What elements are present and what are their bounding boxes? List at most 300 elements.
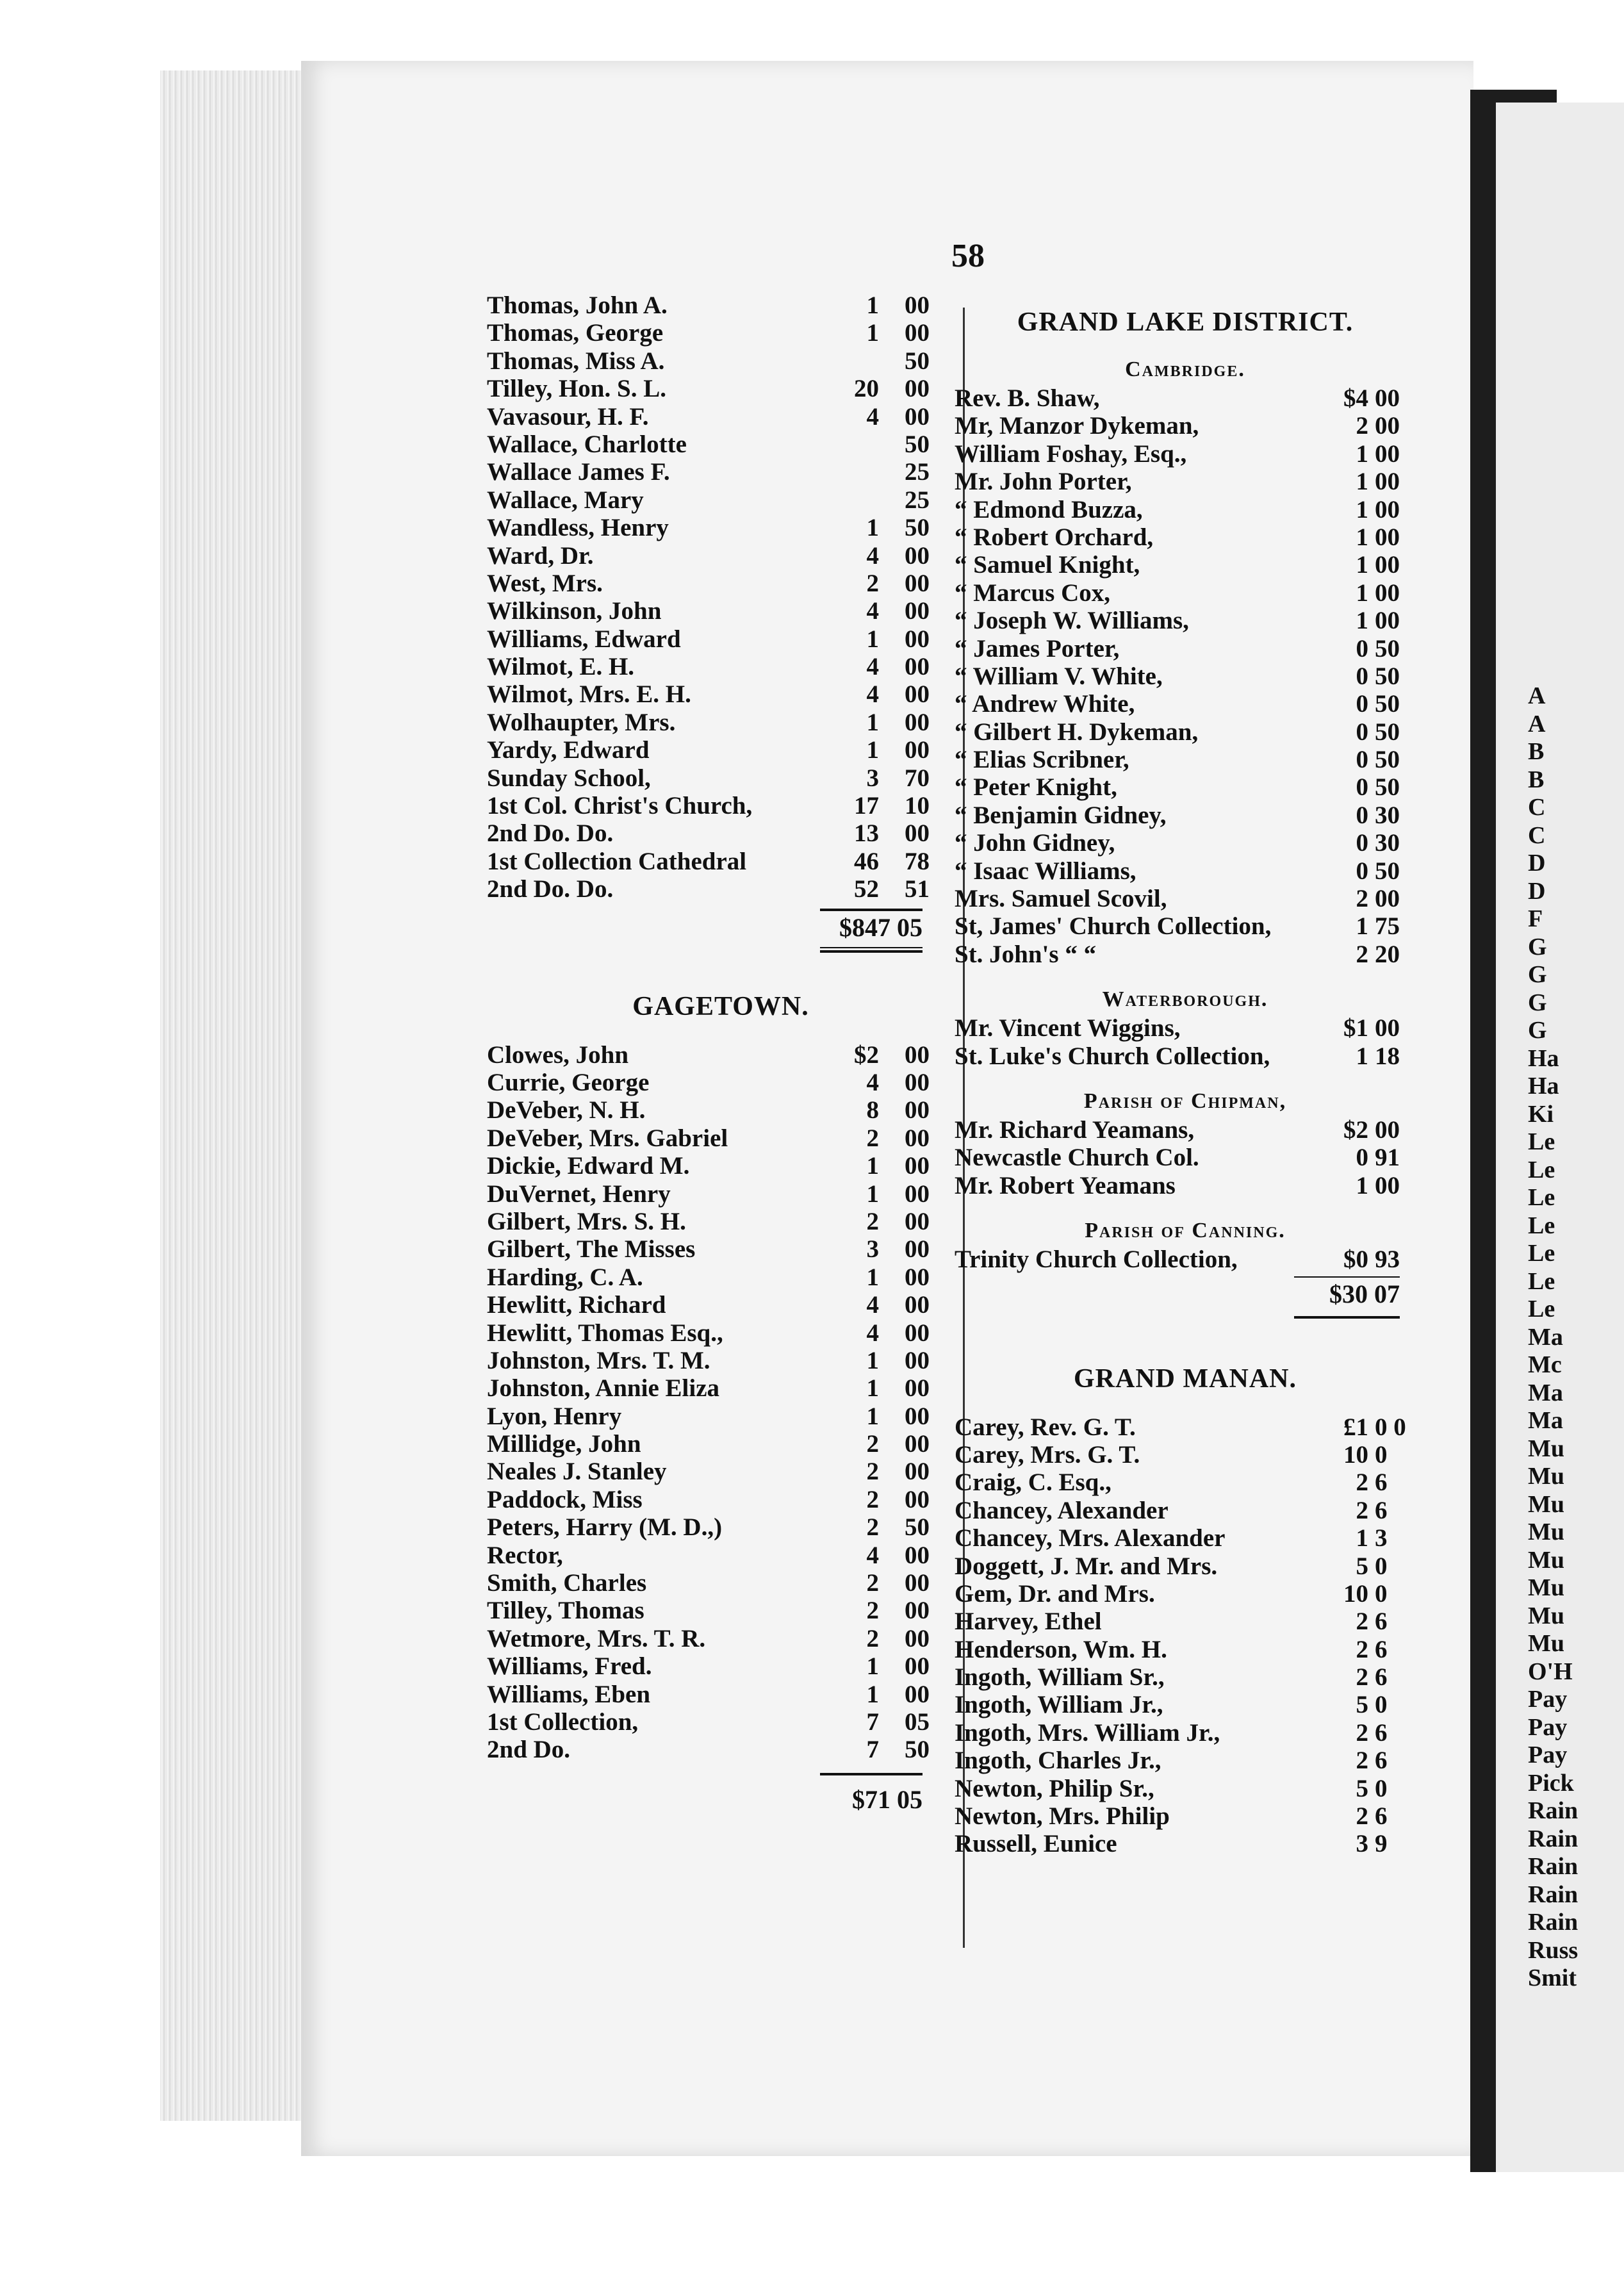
subscriber-name: Wilkinson, John: [487, 597, 662, 625]
amount-major: 2: [1356, 885, 1368, 913]
amount-minor: 00: [1375, 495, 1400, 523]
adjacent-page-fragment: C: [1528, 821, 1546, 849]
list-item: [955, 384, 1416, 412]
adjacent-page-fragment: Rain: [1528, 1881, 1579, 1908]
amount-minor: 00: [905, 1291, 930, 1319]
amount-minor: 00: [905, 597, 930, 625]
subscriber-name: Williams, Edward: [487, 625, 681, 653]
amount-major: 1: [866, 514, 879, 542]
list-item: [487, 1597, 955, 1624]
amount-major: 13: [854, 819, 879, 848]
list-item: [955, 1116, 1416, 1144]
amount-major: 2: [1356, 412, 1368, 440]
amount-major: 1: [1356, 523, 1368, 551]
list-item: [487, 625, 955, 653]
list-item: [487, 1347, 955, 1374]
amount-minor: 50: [905, 1513, 930, 1542]
adjacent-page-fragment: D: [1528, 850, 1546, 877]
amount-major: 4: [866, 680, 879, 709]
subscriber-name: Trinity Church Collection,: [955, 1246, 1238, 1274]
amount-major: 0: [1356, 857, 1368, 885]
subscriber-name: Hewlitt, Thomas Esq.,: [487, 1319, 723, 1347]
list-item: [955, 468, 1416, 495]
amount-major: 1: [1356, 1042, 1368, 1070]
list-item: [487, 1374, 955, 1402]
adjacent-page-fragment: Le: [1528, 1240, 1555, 1267]
total-rule: [820, 947, 923, 948]
subscriber-name: Harding, C. A.: [487, 1263, 643, 1291]
amount-minor: 00: [1375, 523, 1400, 551]
amount-major: 7: [866, 1736, 879, 1764]
subscriber-name: West, Mrs.: [487, 569, 603, 597]
section-heading-grand-lake: GRAND LAKE DISTRICT.: [1017, 308, 1354, 337]
list-item: [955, 1172, 1416, 1199]
subscriber-name: Thomas, George: [487, 319, 664, 347]
list-item: [955, 551, 1416, 579]
amount-major: 0: [1356, 634, 1368, 663]
list-item: [955, 773, 1416, 801]
subscriber-name: St. Luke's Church Collection,: [955, 1042, 1270, 1070]
list-item: [487, 1291, 955, 1319]
list-item: [487, 1681, 955, 1708]
list-item: [955, 523, 1416, 551]
subscriber-list: [487, 292, 955, 903]
amount-minor: 51: [905, 875, 930, 903]
page-number: 58: [951, 238, 985, 274]
amount-minor: 30: [1375, 801, 1400, 829]
subscriber-name: “ Gilbert H. Dykeman,: [955, 718, 1199, 746]
subscriber-name: Rector,: [487, 1541, 563, 1569]
subscriber-name: Newcastle Church Col.: [955, 1144, 1199, 1172]
amount-major: 1: [866, 708, 879, 736]
adjacent-page-fragment: Mu: [1528, 1435, 1564, 1462]
amount-major: 4: [866, 1291, 879, 1319]
amount-major: $4: [1343, 384, 1368, 412]
amount-minor: 00: [905, 292, 930, 319]
subscriber-name: Wetmore, Mrs. T. R.: [487, 1624, 706, 1652]
list-item: [487, 709, 955, 736]
list-item: [955, 802, 1416, 829]
subscriber-name: Lyon, Henry: [487, 1402, 622, 1430]
adjacent-page-fragment: Le: [1528, 1184, 1555, 1211]
amount-minor: 00: [1375, 440, 1400, 468]
subscriber-name: “ Samuel Knight,: [955, 551, 1140, 579]
amount-major: 10: [1343, 1440, 1368, 1469]
amount-minor: 30: [1375, 829, 1400, 857]
left-total: [820, 911, 923, 944]
amount-major: 1: [866, 736, 879, 764]
list-item: [487, 736, 955, 764]
adjacent-page-fragment: Mu: [1528, 1630, 1564, 1657]
amount-minor: 0: [1375, 1579, 1388, 1608]
amount-major: 5: [1356, 1774, 1368, 1802]
amount-minor: 00: [905, 1346, 930, 1374]
list-item: [955, 1636, 1416, 1663]
subscriber-name: “ James Porter,: [955, 634, 1120, 663]
amount-minor: 50: [1375, 773, 1400, 802]
amount-minor: 00: [905, 1485, 930, 1513]
amount-major: 1: [866, 1346, 879, 1374]
list-item: [955, 496, 1416, 523]
amount-major: 0: [1356, 690, 1368, 718]
subscriber-name: Doggett, J. Mr. and Mrs.: [955, 1552, 1218, 1580]
amount-minor: 00: [905, 653, 930, 681]
amount-minor: 50: [1375, 718, 1400, 746]
adjacent-page-fragment: D: [1528, 877, 1546, 905]
subscriber-name: Dickie, Edward M.: [487, 1152, 690, 1180]
subscriber-name: Johnston, Annie Eliza: [487, 1374, 720, 1403]
subscriber-name: Wallace, Mary: [487, 486, 644, 514]
amount-major: 1: [1356, 440, 1368, 468]
subscriber-name: DeVeber, N. H.: [487, 1096, 646, 1124]
adjacent-page-fragment: B: [1528, 738, 1545, 765]
adjacent-page-fragment: Mu: [1528, 1574, 1564, 1601]
list-item: [955, 1246, 1416, 1273]
amount-minor: 10: [905, 792, 930, 820]
adjacent-page: [1470, 90, 1579, 2172]
grand-manan-list: [955, 1413, 1416, 1858]
list-item: [487, 597, 955, 625]
subscriber-name: Neales J. Stanley: [487, 1458, 667, 1486]
amount-major: 1: [1356, 912, 1368, 941]
amount-major: 8: [866, 1096, 879, 1124]
amount-minor: 00: [905, 1680, 930, 1708]
subscriber-name: 2nd Do. Do.: [487, 819, 614, 848]
list-item: [487, 764, 955, 792]
subscriber-name: Wilmot, E. H.: [487, 653, 635, 681]
gagetown-total: [820, 1783, 923, 1816]
chipman-list: [955, 1116, 1416, 1199]
amount-major: 1: [866, 1402, 879, 1430]
amount-minor: 00: [905, 402, 930, 431]
amount-major: 1: [866, 1374, 879, 1403]
amount-minor: 50: [1375, 857, 1400, 885]
list-item: [487, 1513, 955, 1541]
list-item: [487, 1430, 955, 1458]
amount-major: 2: [1356, 1496, 1368, 1524]
amount-minor: 00: [905, 1458, 930, 1486]
total-value: $71 05: [852, 1784, 923, 1814]
adjacent-page-fragment: A: [1528, 682, 1546, 709]
list-item: [955, 690, 1416, 718]
amount-minor: 6: [1375, 1608, 1388, 1636]
adjacent-page-fragment: O'H: [1528, 1658, 1573, 1685]
subscriber-name: 1st Collection Cathedral: [487, 847, 747, 875]
amount-major: 1: [1356, 468, 1368, 496]
list-item: [955, 912, 1416, 940]
list-item: [487, 431, 955, 458]
adjacent-page-fragment: G: [1528, 1017, 1547, 1044]
amount-minor: 00: [905, 1235, 930, 1264]
amount-major: 1: [1356, 495, 1368, 523]
list-item: [955, 607, 1416, 634]
amount-major: 1: [866, 1263, 879, 1291]
amount-minor: 00: [1375, 1171, 1400, 1199]
amount-major: 0: [1356, 746, 1368, 774]
list-item: [955, 412, 1416, 440]
amount-minor: 0: [1375, 1774, 1388, 1802]
amount-minor: 00: [905, 1319, 930, 1347]
list-item: [487, 1264, 955, 1291]
list-item: [955, 1580, 1416, 1608]
section-heading-grand-manan: GRAND MANAN.: [1074, 1363, 1297, 1394]
amount-major: 3: [866, 764, 879, 792]
section-heading-gagetown: GAGETOWN.: [632, 991, 809, 1021]
subscriber-name: Ingoth, William Sr.,: [955, 1663, 1165, 1692]
amount-minor: 00: [905, 819, 930, 848]
amount-minor: 6: [1375, 1663, 1388, 1692]
amount-major: 52: [854, 875, 879, 903]
amount-minor: 20: [1375, 940, 1400, 968]
amount-minor: 00: [905, 1263, 930, 1291]
adjacent-page-fragment: Mu: [1528, 1546, 1564, 1574]
amount-minor: 00: [905, 1402, 930, 1430]
list-item: [955, 885, 1416, 912]
subscriber-name: Mr. John Porter,: [955, 468, 1132, 496]
list-item: [487, 1625, 955, 1652]
adjacent-page-fragment: Le: [1528, 1212, 1555, 1239]
amount-major: $0: [1343, 1246, 1368, 1274]
subscriber-name: Williams, Fred.: [487, 1652, 652, 1681]
amount-minor: 00: [905, 1041, 930, 1069]
amount-major: 20: [854, 375, 879, 403]
adjacent-page-fragment: G: [1528, 933, 1547, 960]
district-total: [1294, 1278, 1400, 1311]
adjacent-page-fragment: Pay: [1528, 1713, 1568, 1741]
list-item: [487, 1403, 955, 1430]
book-page-edges: [160, 70, 308, 2121]
subscriber-name: 2nd Do.: [487, 1736, 571, 1764]
list-item: [955, 1524, 1416, 1552]
adjacent-page-paper: [1496, 103, 1624, 2172]
canning-list: [955, 1246, 1416, 1273]
list-item: [955, 663, 1416, 690]
cambridge-list: [955, 384, 1416, 968]
amount-major: 0: [1356, 662, 1368, 690]
adjacent-page-fragment: Le: [1528, 1128, 1555, 1155]
amount-minor: 00: [905, 1152, 930, 1180]
list-item: [487, 1041, 955, 1069]
amount-major: 2: [1356, 1802, 1368, 1831]
subscriber-name: Sunday School,: [487, 764, 651, 792]
amount-major: 1: [1356, 579, 1368, 607]
amount-minor: 00: [905, 1207, 930, 1235]
amount-major: 5: [1356, 1552, 1368, 1580]
amount-minor: 00: [905, 1430, 930, 1458]
list-item: [955, 1144, 1416, 1171]
amount-minor: 3: [1375, 1524, 1388, 1552]
adjacent-page-fragment: Russ: [1528, 1936, 1579, 1964]
sub-heading-chipman: Parish of Chipman,: [1083, 1089, 1287, 1113]
total-value: $847 05: [839, 912, 923, 942]
amount-minor: 00: [1375, 384, 1400, 412]
adjacent-page-fragment: Le: [1528, 1267, 1555, 1295]
amount-major: 0: [1356, 801, 1368, 829]
amount-minor: 50: [905, 430, 930, 458]
amount-minor: 6: [1375, 1718, 1388, 1747]
amount-major: 2: [866, 1458, 879, 1486]
subscriber-name: “ Elias Scribner,: [955, 746, 1129, 774]
subscriber-name: St, James' Church Collection,: [955, 912, 1272, 941]
amount-major: 1: [1356, 551, 1368, 579]
amount-minor: 18: [1375, 1042, 1400, 1070]
subscriber-name: Johnston, Mrs. T. M.: [487, 1346, 710, 1374]
amount-major: 4: [866, 402, 879, 431]
list-item: [487, 1486, 955, 1513]
amount-minor: 78: [905, 847, 930, 875]
list-item: [487, 375, 955, 402]
subscriber-name: Ingoth, William Jr.,: [955, 1691, 1163, 1719]
amount-major: 1: [1356, 607, 1368, 635]
list-item: [487, 848, 955, 875]
amount-minor: 6: [1375, 1802, 1388, 1831]
subscriber-name: Gilbert, The Misses: [487, 1235, 696, 1264]
amount-minor: 50: [1375, 746, 1400, 774]
amount-minor: 50: [905, 514, 930, 542]
amount-minor: 0 0: [1375, 1413, 1406, 1441]
amount-major: 0: [1356, 1144, 1368, 1172]
gagetown-total-block: [820, 1773, 923, 1816]
list-item: [487, 1096, 955, 1124]
list-item: [487, 292, 955, 319]
amount-major: 1: [1356, 1524, 1368, 1552]
list-item: [487, 319, 955, 347]
adjacent-page-fragment: Rain: [1528, 1797, 1579, 1824]
amount-minor: 00: [905, 541, 930, 570]
amount-minor: 00: [905, 1180, 930, 1208]
amount-minor: 00: [1375, 1116, 1400, 1144]
gagetown-list: [487, 1041, 955, 1764]
list-item: [955, 1608, 1416, 1635]
amount-minor: 05: [905, 1708, 930, 1736]
list-item: [487, 347, 955, 375]
list-item: [487, 653, 955, 680]
amount-minor: 50: [1375, 690, 1400, 718]
list-item: [955, 1691, 1416, 1718]
amount-major: 2: [866, 1569, 879, 1597]
adjacent-page-fragment: Pick: [1528, 1769, 1574, 1797]
amount-major: 2: [1356, 1718, 1368, 1747]
amount-minor: 93: [1375, 1246, 1400, 1274]
amount-major: 0: [1356, 718, 1368, 746]
adjacent-page-fragments: [1528, 682, 1578, 1993]
amount-minor: 00: [905, 1624, 930, 1652]
amount-minor: 00: [905, 1652, 930, 1681]
amount-major: 17: [854, 792, 879, 820]
adjacent-page-fragment: Mc: [1528, 1351, 1562, 1378]
amount-major: 2: [1356, 1663, 1368, 1692]
amount-minor: 6: [1375, 1496, 1388, 1524]
subscriber-name: Currie, George: [487, 1068, 650, 1096]
subscriber-name: Thomas, John A.: [487, 292, 668, 319]
amount-minor: 00: [905, 1124, 930, 1152]
amount-major: $2: [1343, 1116, 1368, 1144]
amount-major: 4: [866, 653, 879, 681]
amount-major: $2: [854, 1041, 879, 1069]
adjacent-page-fragment: Ha: [1528, 1073, 1559, 1099]
subscriber-name: Henderson, Wm. H.: [955, 1635, 1167, 1663]
subscriber-name: Carey, Rev. G. T.: [955, 1413, 1136, 1441]
subscriber-name: Peters, Harry (M. D.,): [487, 1513, 723, 1542]
amount-major: 2: [866, 1430, 879, 1458]
amount-major: 10: [1343, 1579, 1368, 1608]
list-item: [955, 1552, 1416, 1580]
subscriber-name: Craig, C. Esq.,: [955, 1469, 1111, 1497]
sub-heading-canning: Parish of Canning.: [1085, 1219, 1286, 1243]
adjacent-page-fragment: F: [1528, 905, 1543, 932]
subscriber-name: Wilmot, Mrs. E. H.: [487, 680, 691, 709]
subscriber-name: Wandless, Henry: [487, 514, 669, 542]
total-rule: [1294, 1316, 1400, 1319]
subscriber-name: “ Andrew White,: [955, 690, 1135, 718]
subscriber-name: St. John's “ “: [955, 940, 1097, 968]
subscriber-name: Rev. B. Shaw,: [955, 384, 1100, 412]
amount-minor: 00: [905, 319, 930, 347]
amount-minor: 25: [905, 486, 930, 514]
sub-heading-waterborough: Waterborough.: [1102, 987, 1268, 1012]
adjacent-page-fragment: Rain: [1528, 1909, 1579, 1936]
subscriber-name: Russell, Eunice: [955, 1830, 1117, 1858]
amount-minor: 00: [1375, 551, 1400, 579]
amount-minor: 00: [905, 1374, 930, 1403]
list-item: [487, 570, 955, 597]
amount-minor: 70: [905, 764, 930, 792]
subscriber-name: Wallace, Charlotte: [487, 430, 687, 458]
list-item: [955, 635, 1416, 663]
adjacent-page-fragment: Ma: [1528, 1379, 1563, 1406]
subscriber-name: Wallace James F.: [487, 458, 670, 486]
list-item: [955, 1830, 1416, 1857]
amount-minor: 50: [1375, 662, 1400, 690]
amount-major: 4: [866, 1541, 879, 1569]
amount-minor: 00: [1375, 579, 1400, 607]
amount-major: 2: [1356, 1608, 1368, 1636]
amount-major: 1: [866, 1652, 879, 1681]
amount-major: 4: [866, 541, 879, 570]
adjacent-page-fragment: A: [1528, 710, 1546, 737]
subscriber-name: Newton, Philip Sr.,: [955, 1774, 1154, 1802]
adjacent-page-fragment: G: [1528, 961, 1547, 988]
list-item: [955, 746, 1416, 773]
subscriber-name: Clowes, John: [487, 1041, 629, 1069]
list-item: [487, 403, 955, 431]
amount-minor: 0: [1375, 1552, 1388, 1580]
amount-minor: 00: [905, 736, 930, 764]
amount-minor: 00: [1375, 607, 1400, 635]
list-item: [487, 1069, 955, 1096]
amount-minor: 6: [1375, 1747, 1388, 1775]
subscriber-name: Tilley, Thomas: [487, 1597, 644, 1625]
amount-minor: 25: [905, 458, 930, 486]
amount-minor: 00: [905, 375, 930, 403]
amount-minor: 00: [1375, 1014, 1400, 1042]
amount-minor: 00: [905, 1597, 930, 1625]
adjacent-page-fragment: Mu: [1528, 1490, 1564, 1518]
amount-minor: 00: [905, 1096, 930, 1124]
left-total-block: [820, 909, 923, 953]
list-item: [955, 1497, 1416, 1524]
subscriber-name: “ Joseph W. Williams,: [955, 607, 1189, 635]
amount-major: 2: [866, 1624, 879, 1652]
amount-major: 1: [866, 1180, 879, 1208]
subscriber-name: “ Marcus Cox,: [955, 579, 1111, 607]
subscriber-name: Ward, Dr.: [487, 541, 594, 570]
amount-major: 2: [866, 1485, 879, 1513]
list-item: [487, 1458, 955, 1485]
total-rule: [820, 950, 923, 953]
amount-major: 0: [1356, 773, 1368, 802]
amount-major: 1: [866, 625, 879, 653]
